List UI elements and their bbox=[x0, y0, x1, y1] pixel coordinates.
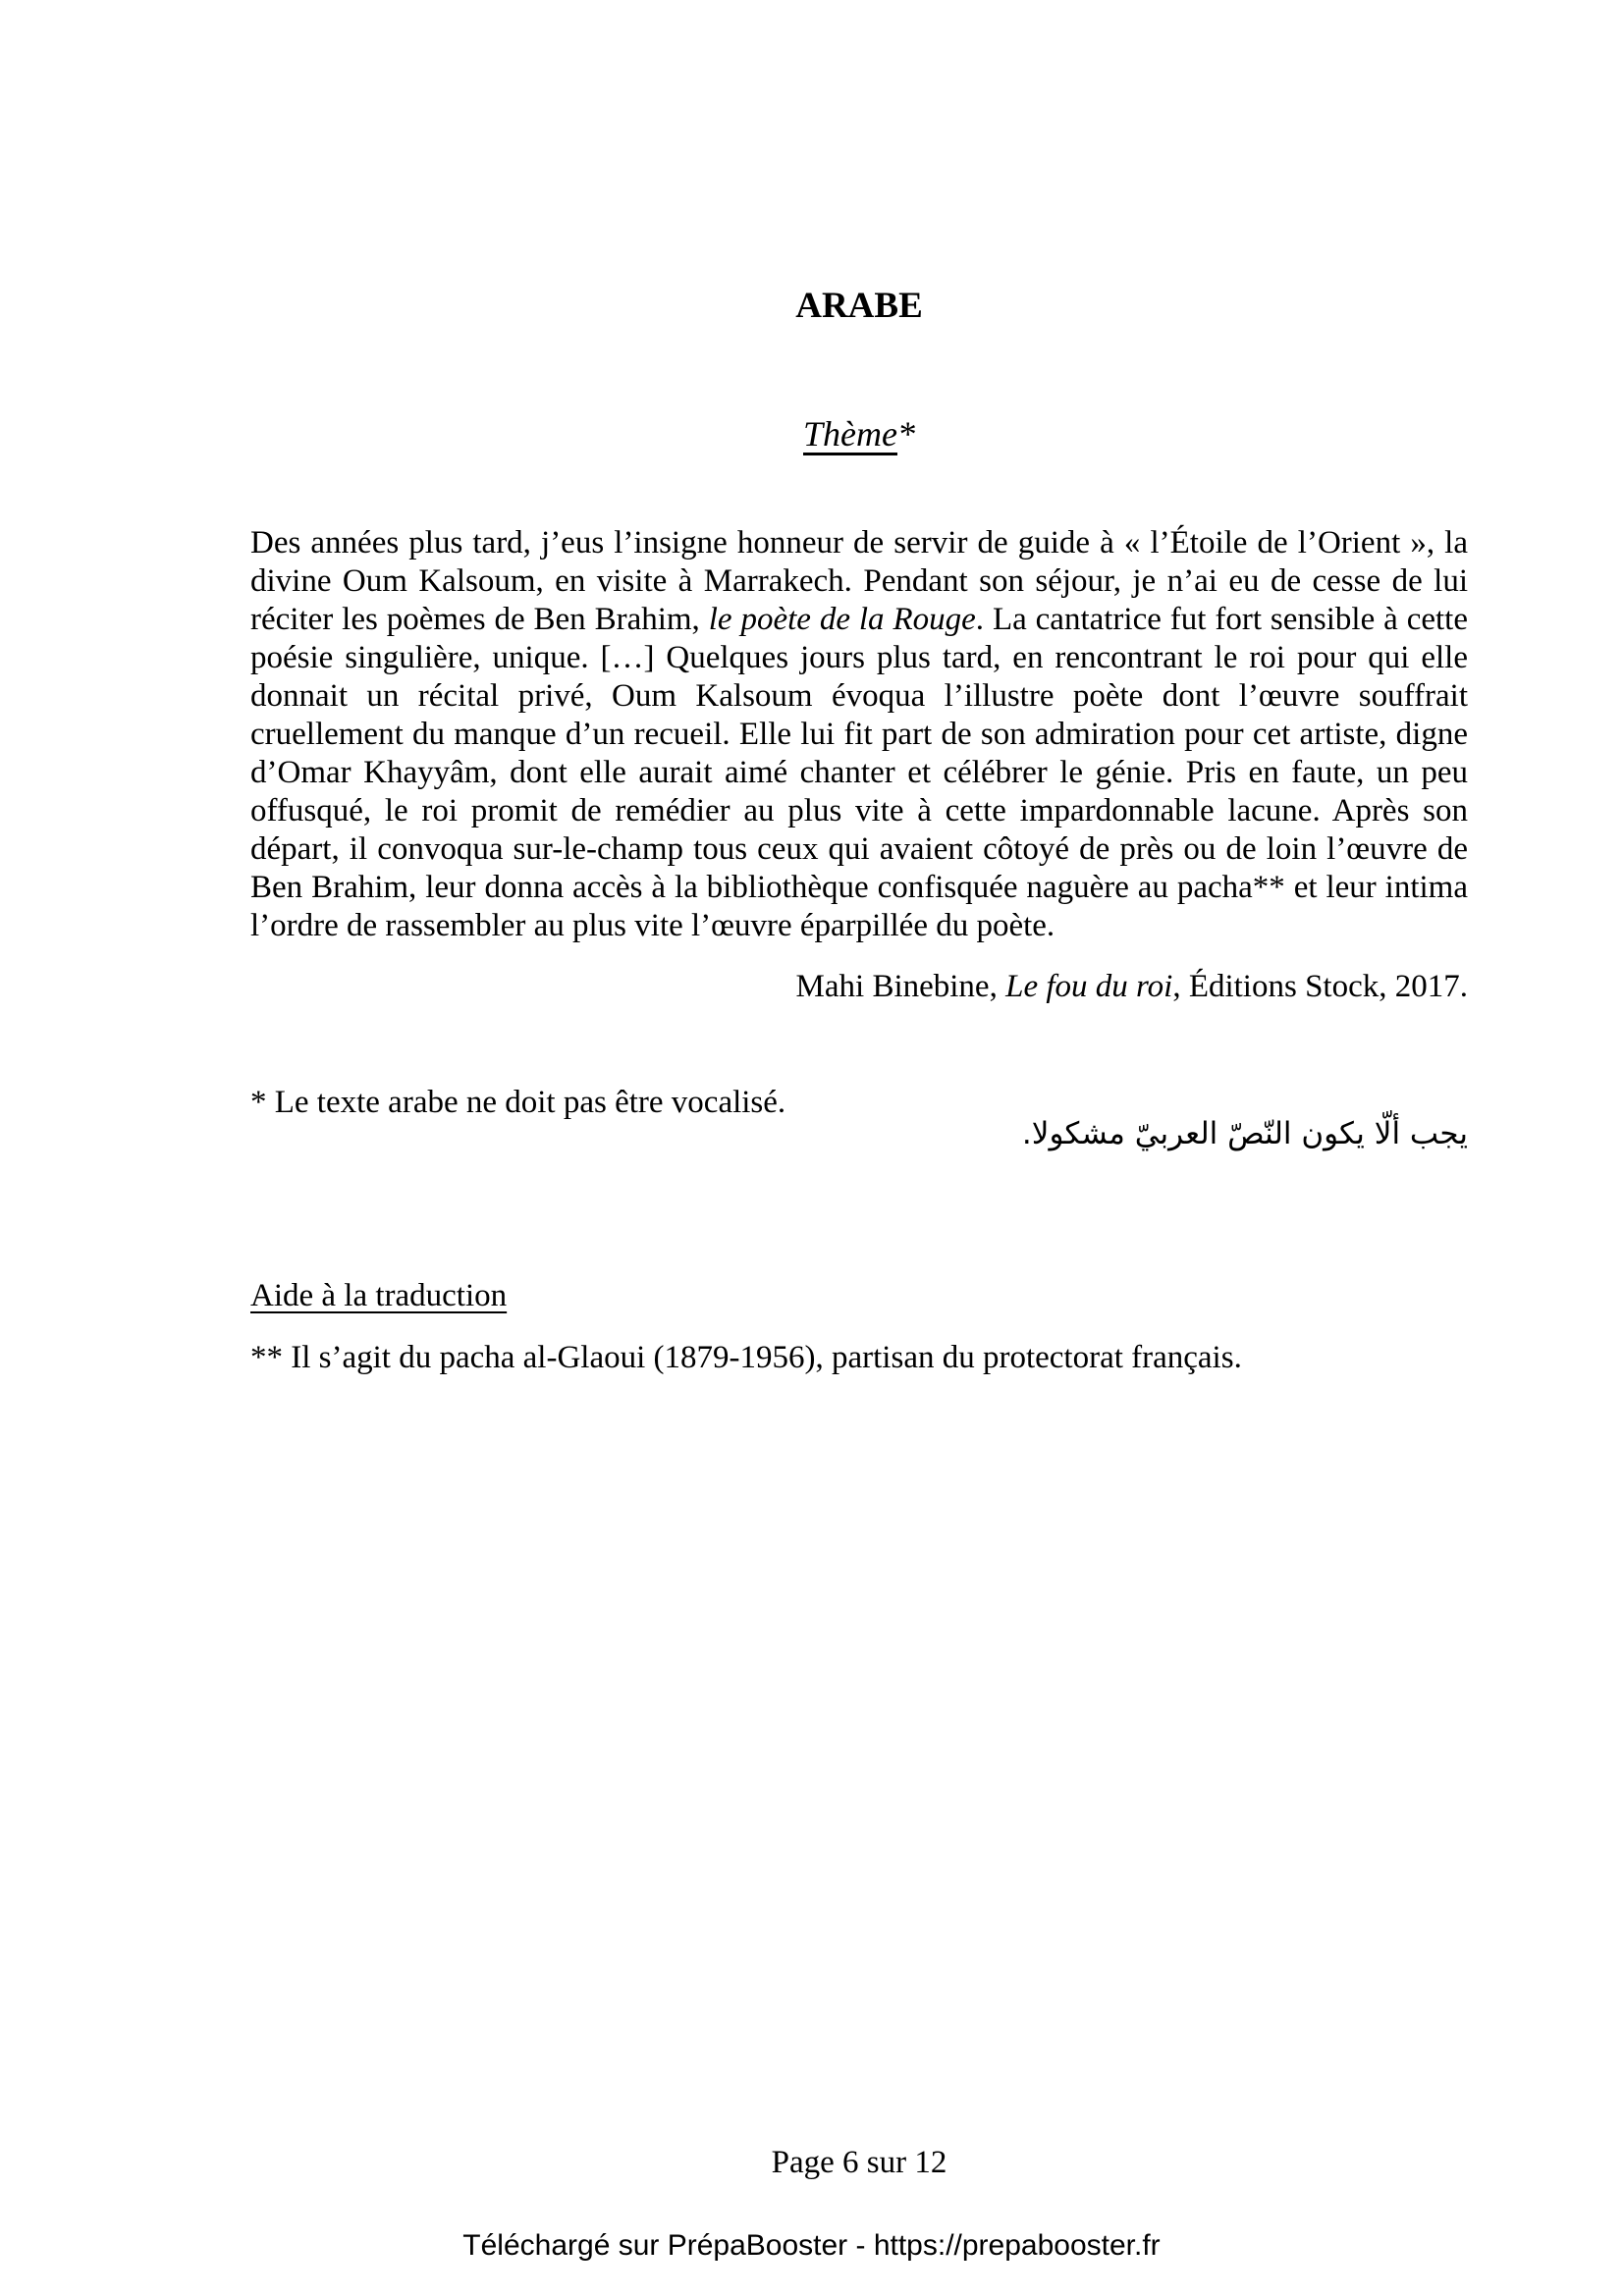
theme-heading-text: Thème bbox=[803, 414, 897, 454]
theme-heading-asterisk: * bbox=[896, 414, 915, 454]
page-title: ARABE bbox=[795, 286, 923, 326]
theme-source-text: Des années plus tard, j’eus l’insigne honneur de servir de guide à « l’Étoile de l’Orient », la divine Oum Kalsoum, en visite à Marrakech. Pendant son séjour, je n’ai eu de cesse de lui réciter les poèmes de Ben Brahim, le poète de la Rouge. La cantatrice fut fort sensible à cette poésie singulière, unique. […] Quelques jours plus tard, en rencontrant le roi pour qui elle donnait un récital privé, Oum Kalsoum évoqua l’illustre poète dont l’œuvre souffrait cruellement du manque d’un recueil. Elle lui fit part de son admiration pour cet artiste, digne d’Omar Khayyâm, dont elle aurait aimé chanter et célébrer le génie. Pris en faute, un peu offusqué, le roi promit de remédier au plus vite à cette impardonnable lacune. Après son départ, il convoqua sur-le-champ tous ceux qui avaient côtoyé de près ou de loin l’œuvre de Ben Brahim, leur donna accès à la bibliothèque confisquée naguère au pacha** et leur intima l’ordre de rassembler au plus vite l’œuvre éparpillée du poète. bbox=[250, 525, 1468, 943]
download-watermark: Téléchargé sur PrépaBooster - https://prepabooster.fr bbox=[462, 2229, 1161, 2262]
footnote-vocalisation-ar: يجب ألّا يكون النّصّ العربيّ مشكولا. bbox=[1021, 1116, 1468, 1151]
footnote-pacha: ** Il s’agit du pacha al-Glaoui (1879-1956), partisan du protectorat français. bbox=[250, 1340, 1242, 1375]
source-attribution: Mahi Binebine, Le fou du roi, Éditions Stock, 2017. bbox=[795, 969, 1468, 1004]
footnote-vocalisation-fr: * Le texte arabe ne doit pas être vocalisé. bbox=[250, 1085, 786, 1120]
translation-help-heading: Aide à la traduction bbox=[250, 1278, 508, 1313]
page-number: Page 6 sur 12 bbox=[771, 2145, 947, 2180]
section-heading-theme bbox=[250, 413, 1468, 454]
